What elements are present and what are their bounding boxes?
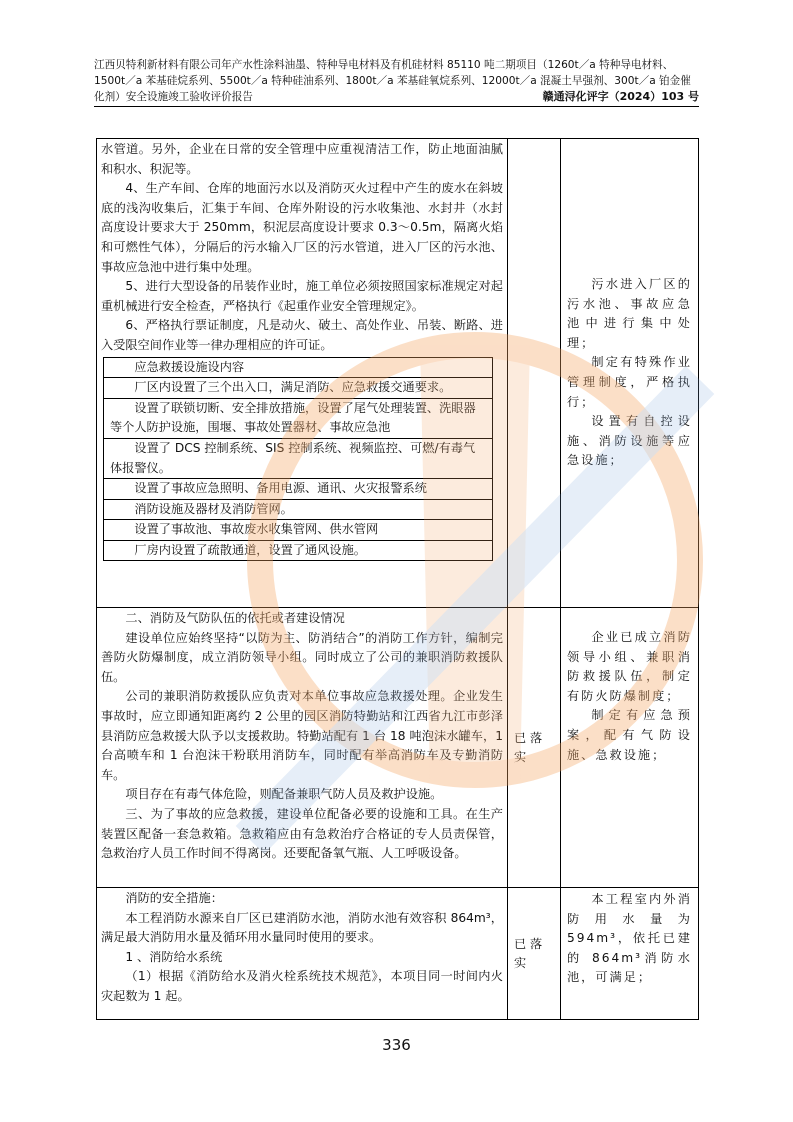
paragraph: 公司的兼职消防救援队应负责对本单位事故应急救援处理。企业发生事故时，应立即通知距离约 2 公里的园区消防特勤站和江西省九江市彭泽县消防应急救援大队予以支援救助。特勤站配有 1 台 18 吨泡沫水罐车，1 台高喷车和 1 台泡沫干粉联用消防车，同时配有举高消防车及专勤消防车。 xyxy=(101,689,503,782)
paragraph: 二、消防及气防队伍的依托或者建设情况 xyxy=(125,611,345,625)
inner-table-header: 应急救援设施设内容 xyxy=(104,357,493,378)
inner-table-cell: 厂房内设置了疏散通道，设置了通风设施。 xyxy=(104,540,493,561)
table-row xyxy=(97,887,698,1019)
status-cell: 已 落 实 xyxy=(508,608,561,887)
result-text: 制定有应急预案，配有气防设施、急救设施； xyxy=(567,708,692,762)
inner-table-cell: 设置了事故应急照明、备用电源、通讯、火灾报警系统 xyxy=(104,479,493,500)
status-cell xyxy=(508,139,561,607)
status-cell: 已 落 实 xyxy=(508,888,561,1019)
inner-table-cell: 消防设施及器材及消防管网。 xyxy=(104,499,493,520)
result-text: 污水进入厂区的污水池、事故应急池中进行集中处理； xyxy=(567,277,692,350)
paragraph: 建设单位应始终坚持“以防为主、防消结合”的消防工作方针，编制完善防火防爆制度，成立消防领导小组。同时成立了公司的兼职消防救援队伍。 xyxy=(101,630,503,684)
inner-table-cell: 厂区内设置了三个出入口，满足消防、应急救援交通要求。 xyxy=(104,378,493,399)
page-number: 336 xyxy=(382,1036,411,1054)
report-title: 江西贝特利新材料有限公司年产水性涂料油墨、特种导电材料及有机硅材料 85110 吨二期项目（1260t／a 特种导电材料、1500t／a 苯基硅烷系列、5500t／a 特种硅油系列、1800t／a 苯基硅氧烷系列、12000t／a 混凝土早强剂、300t／a 铂金催化剂）安全设施竣工验收评价报告 xyxy=(94,59,691,103)
page-header xyxy=(94,57,699,105)
paragraph: 三、为了事故的应急救援，建设单位配备必要的设施和工具。在生产装置区配备一套急救箱。急救箱应由有急救治疗合格证的专人员责保管，急救治疗人员工作时间不得离岗。还要配备氧气瓶、人工呼吸设备。 xyxy=(101,806,503,861)
inspection-table xyxy=(96,138,699,1020)
paragraph: 4、生产车间、仓库的地面污水以及消防灭火过程中产生的废水在斜坡底的浅沟收集后，汇集于车间、仓库外附设的污水收集池、水封井（水封高度设计要求大于 250mm，积泥层高度设计要求 0.3～0.5m，隔离火焰和可燃性气体），分隔后的污水输入厂区的污水管道，进入厂区的污水池、事故应急池中进行集中处理。 xyxy=(101,181,503,274)
header-rule xyxy=(94,106,699,107)
document-number: 赣通浔化评字（2024）103 号 xyxy=(542,90,699,103)
paragraph: 水管道。另外，企业在日常的安全管理中应重视清洁工作，防止地面油腻和积水、积泥等。 xyxy=(101,142,503,176)
measure-cell xyxy=(97,888,508,1019)
result-text: 设置有自控设施、消防设施等应急设施； xyxy=(567,414,692,468)
result-text: 制定有特殊作业管理制度，严格执行； xyxy=(567,355,692,409)
inner-table-cell: 设置了事故池、事故废水收集管网、供水管网 xyxy=(104,520,493,541)
result-text: 企业已成立消防领导小组、兼职消防救援队伍，制定有防火防爆制度； xyxy=(567,630,692,703)
table-row xyxy=(97,607,698,887)
paragraph: 本工程消防水源来自厂区已建消防水池，消防水池有效容积 864m³，满足最大消防用水量及循环用水量同时使用的要求。 xyxy=(101,910,503,945)
paragraph: 1 、消防给水系统 xyxy=(125,949,223,964)
table-row xyxy=(97,139,698,607)
measure-cell xyxy=(97,139,508,607)
paragraph: 6、严格执行票证制度，凡是动火、破土、高处作业、吊装、断路、进入受限空间作业等一律办理相应的许可证。 xyxy=(101,318,503,352)
result-cell xyxy=(561,608,698,887)
result-text: 本工程室内外消防用水量为 594m³，依托已建的 864m³消防水池，可满足； xyxy=(567,892,692,985)
paragraph: （1）根据《消防给水及消火栓系统技术规范》，本项目同一时间内火灾起数为 1 起。 xyxy=(101,969,503,1003)
paragraph: 项目存在有毒气体危险，则配备兼职气防人员及救护设施。 xyxy=(125,787,443,802)
result-cell xyxy=(561,139,698,607)
result-cell xyxy=(561,888,698,1019)
paragraph: 消防的安全措施： xyxy=(125,891,223,905)
inner-table-cell: 设置了 DCS 控制系统、SIS 控制系统、视频监控、可燃/有毒气体报警仪。 xyxy=(104,438,493,478)
measure-cell xyxy=(97,608,508,887)
paragraph: 5、进行大型设备的吊装作业时，施工单位必须按照国家标准规定对起重机械进行安全检查，严格执行《起重作业安全管理规定》。 xyxy=(101,279,503,313)
inner-table-cell: 设置了联锁切断、安全排放措施，设置了尾气处理装置、洗眼器等个人防护设施，围堰、事故处置器材、事故应急池 xyxy=(104,398,493,438)
emergency-facility-table xyxy=(103,357,493,562)
